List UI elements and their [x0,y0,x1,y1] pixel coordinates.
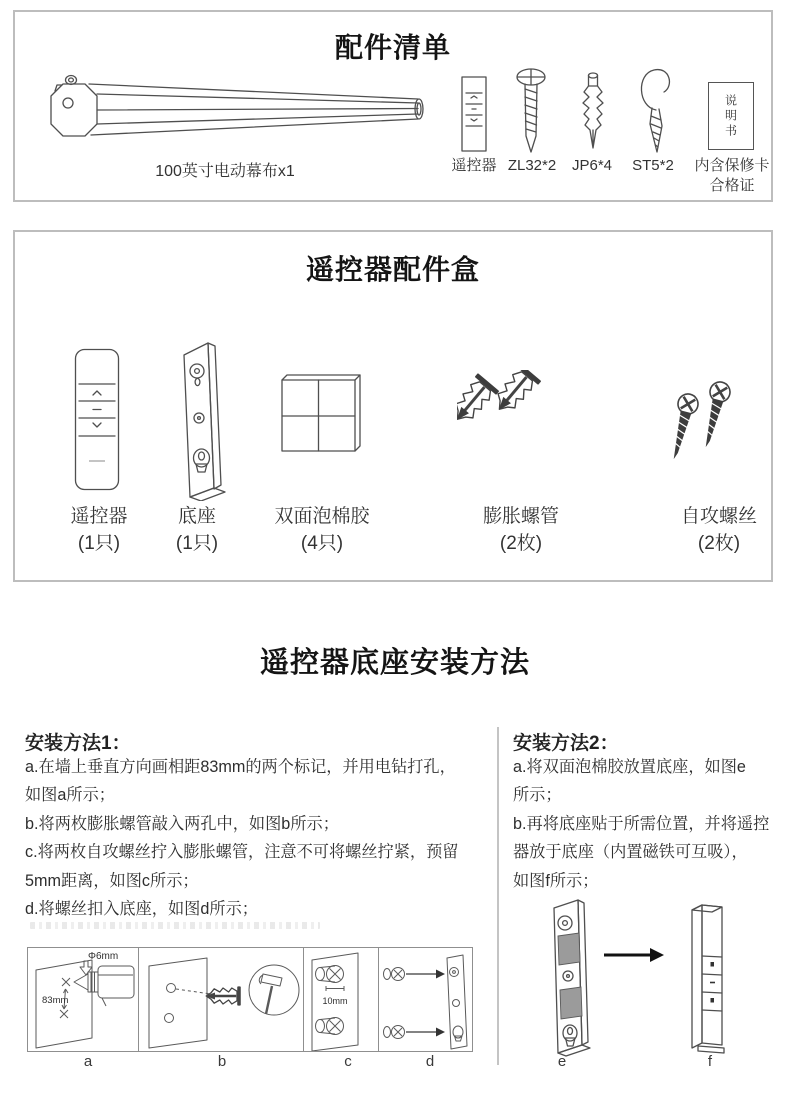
accessory-box-section [13,230,773,582]
remote-illustration [74,348,120,491]
warranty-label-line2: 合格证 [709,177,755,194]
method1-line: 如图a所示； [25,786,115,805]
manual-box-text: 说明书 [723,93,738,139]
base-with-pads-illustration [540,896,594,1058]
method1-heading: 安装方法1： [25,733,131,754]
figure-label-f: f [707,1053,713,1070]
parts-list-title: 配件清单 [334,32,451,63]
screw-reserve-annotation: 10mm [322,996,348,1006]
remote-on-base-illustration [686,896,728,1056]
warranty-label-line1: 内含保修卡 [694,157,770,174]
column-divider [497,727,499,1065]
anchor-label: JP6*4 [571,157,613,174]
screen-housing-illustration [37,72,439,144]
screw-reserve-illustration [304,948,378,1051]
method2-steps [513,753,781,895]
item-count: (1只) [77,533,121,554]
manual-box [708,82,754,150]
expansion-anchors-illustration [457,370,585,478]
method1-line: c.将两枚自攻螺丝拧入膨胀螺管，注意不可将螺丝拧紧，预留 [25,843,459,862]
item-name: 自攻螺丝 [680,506,757,527]
foam-tape-illustration [279,372,363,454]
faded-text-artifact [30,922,320,929]
install-title: 遥控器底座安装方法 [259,647,530,679]
method2-line: 器放于底座（内置磁铁可互吸）， [513,843,748,862]
figure-label-e: e [557,1053,567,1070]
hook-label: ST5*2 [632,157,674,174]
hammer-anchor-illustration [139,948,303,1051]
screen-label: 100英寸电动幕布x1 [155,163,295,180]
method2-heading: 安装方法2： [513,733,619,754]
figure-label-b: b [217,1053,227,1070]
screw-label: ZL32*2 [507,157,557,174]
method2-line: 所示； [513,786,562,805]
item-name: 膨胀螺管 [482,506,559,527]
parts-list-section [13,10,773,202]
method1-steps [25,753,487,923]
figure-label-d: d [425,1053,435,1070]
item-name: 双面泡棉胶 [274,506,370,527]
figure-c-panel [304,948,379,1051]
method2-line: 如图f所示； [513,871,599,890]
method1-figure-strip [27,947,473,1052]
figure-label-c: c [344,1053,352,1070]
item-name: 底座 [177,506,216,527]
base-illustration [172,339,226,501]
remote-icon [461,76,487,152]
mark-distance-annotation: 83mm [42,995,69,1006]
method1-line: 5mm距离，如图c所示； [25,871,199,890]
method1-line: a.在墙上垂直方向画相距83mm的两个标记，并用电钻打孔， [25,758,456,776]
item-count: (2枚) [697,533,741,554]
mount-base-illustration [379,948,473,1051]
method1-line: d.将螺丝扣入底座，如图d所示； [25,899,258,918]
hook-icon [634,64,674,156]
wall-anchor-icon [576,72,610,154]
method1-line: b.将两枚膨胀螺管敲入两孔中，如图b所示； [25,814,339,833]
drill-diameter-annotation: Φ6mm [88,951,119,962]
self-tapping-screws-illustration [670,380,750,466]
remote-label: 遥控器 [451,157,497,174]
method2-line: a.将双面泡棉胶放置底座，如图e [513,758,746,776]
figure-label-a: a [83,1053,93,1070]
figure-b-panel [139,948,304,1051]
item-count: (2枚) [499,533,543,554]
item-count: (4只) [300,533,344,554]
item-name: 遥控器 [70,506,128,527]
drill-wall-illustration [28,948,138,1051]
figure-d-panel [379,948,473,1051]
arrow-right-icon [602,946,666,964]
accessory-box-title: 遥控器配件盒 [305,254,480,285]
method2-line: b.再将底座贴于所需位置，并将遥控 [513,814,770,833]
screw-icon [514,68,548,154]
item-count: (1只) [175,533,219,554]
figure-a-panel [28,948,139,1051]
